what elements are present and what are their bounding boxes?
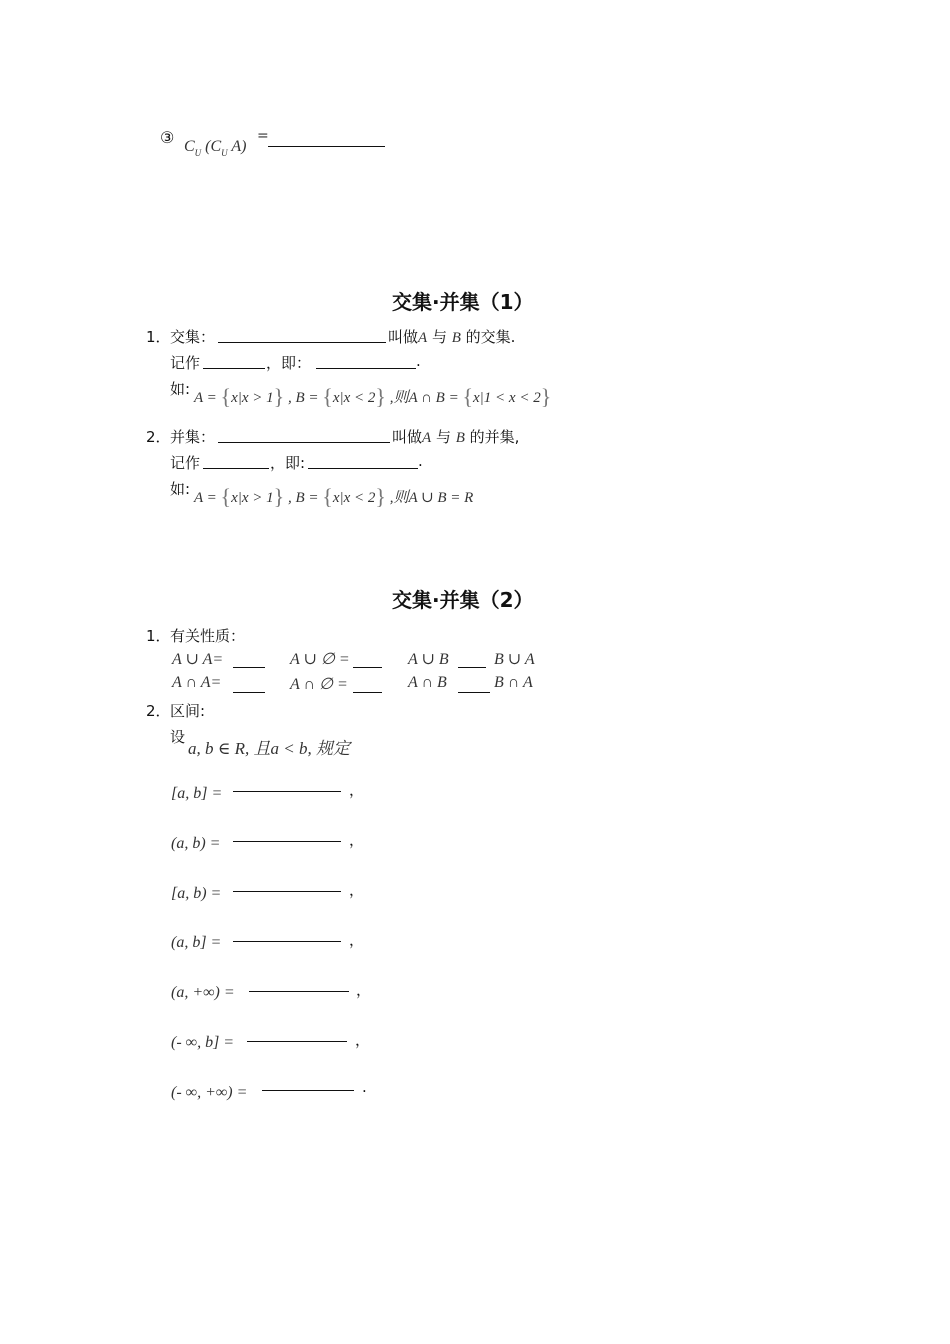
inner-open: (C xyxy=(205,138,222,155)
example-label: 如: xyxy=(170,480,191,498)
answer-blank[interactable] xyxy=(268,146,385,147)
notation-label: 记作 xyxy=(170,454,201,472)
notation-label: 记作 xyxy=(170,354,201,372)
property-union-self: A ∪ A= xyxy=(172,651,224,668)
interval-comma: ， xyxy=(356,981,372,999)
interval-half-open-left: (a, b] = xyxy=(171,934,222,951)
interval-comma: ， xyxy=(349,781,365,799)
interval-period: . xyxy=(362,1078,367,1096)
notation-mid: ，即: xyxy=(270,454,306,472)
interval-neg-infinity-to-b: (- ∞, b] = xyxy=(171,1034,235,1051)
item-2-number: 2． xyxy=(146,702,171,720)
interval-comma: ， xyxy=(349,881,365,899)
assumption-expression: a, b ∈ R, 且a < b, 规定 xyxy=(188,739,350,758)
section-title-2: 交集·并集（2） xyxy=(392,588,534,612)
property-intersect-ab: A ∩ B xyxy=(408,674,447,691)
definition-text: 叫做A 与 B 的并集, xyxy=(392,428,520,446)
property-blank[interactable] xyxy=(233,667,265,668)
property-blank[interactable] xyxy=(233,692,265,693)
notation-blank[interactable] xyxy=(203,368,265,369)
interval-blank[interactable] xyxy=(247,1041,347,1042)
interval-comma: ， xyxy=(355,1031,371,1049)
property-intersect-ba: B ∩ A xyxy=(494,674,533,691)
item-2-number: 2． xyxy=(146,428,171,446)
notation-blank-2[interactable] xyxy=(316,368,416,369)
property-blank[interactable] xyxy=(353,667,382,668)
notation-blank[interactable] xyxy=(203,468,269,469)
c-symbol: C xyxy=(184,138,195,155)
equals-sign: = xyxy=(257,128,269,144)
interval-all-reals: (- ∞, +∞) = xyxy=(171,1084,248,1101)
universe-subscript: U xyxy=(221,148,228,158)
property-intersect-self: A ∩ A= xyxy=(172,674,222,691)
complement-expression xyxy=(184,138,247,158)
interval-comma: ， xyxy=(349,831,365,849)
interval-label: 区间: xyxy=(170,702,206,720)
property-blank[interactable] xyxy=(458,667,486,668)
interval-comma: ， xyxy=(349,931,365,949)
property-blank[interactable] xyxy=(458,692,490,693)
item-1-number: 1． xyxy=(146,627,171,645)
universe-subscript: U xyxy=(194,148,202,158)
property-blank[interactable] xyxy=(353,692,382,693)
interval-blank[interactable] xyxy=(233,891,341,892)
item-1-label: 交集： xyxy=(170,328,216,346)
inner-close: A) xyxy=(231,138,247,155)
interval-blank[interactable] xyxy=(233,941,341,942)
let-label: 设 xyxy=(170,728,186,746)
section-title-1: 交集·并集（1） xyxy=(392,290,534,314)
item-3-marker: ③ xyxy=(160,128,175,147)
notation-end: . xyxy=(416,352,421,370)
properties-label: 有关性质： xyxy=(170,627,246,645)
interval-half-open-right: [a, b) = xyxy=(171,885,222,902)
interval-closed: [a, b] = xyxy=(171,785,223,802)
property-union-ab: A ∪ B xyxy=(408,651,449,668)
example-expression: A = {x|x > 1} , B = {x|x < 2} ,则A ∩ B = {x|1 < x < 2} xyxy=(194,384,552,409)
property-union-ba: B ∪ A xyxy=(494,651,535,668)
example-expression: A = {x|x > 1} , B = {x|x < 2} ,则A ∪ B = R xyxy=(194,484,474,509)
definition-blank[interactable] xyxy=(218,442,390,443)
interval-blank[interactable] xyxy=(249,991,349,992)
example-label: 如: xyxy=(170,380,191,398)
property-union-empty: A ∪ ∅ = xyxy=(290,651,350,668)
notation-end: . xyxy=(418,452,423,470)
interval-blank[interactable] xyxy=(233,841,341,842)
definition-blank[interactable] xyxy=(218,342,386,343)
interval-blank[interactable] xyxy=(262,1090,354,1091)
item-1-number: 1． xyxy=(146,328,171,346)
notation-mid: ，即： xyxy=(266,354,312,372)
item-2-label: 并集： xyxy=(170,428,216,446)
interval-blank[interactable] xyxy=(233,791,341,792)
property-intersect-empty: A ∩ ∅ = xyxy=(290,676,348,693)
interval-a-to-infinity: (a, +∞) = xyxy=(171,984,235,1001)
definition-text: 叫做A 与 B 的交集. xyxy=(388,328,516,346)
notation-blank-2[interactable] xyxy=(308,468,418,469)
interval-open: (a, b) = xyxy=(171,835,221,852)
